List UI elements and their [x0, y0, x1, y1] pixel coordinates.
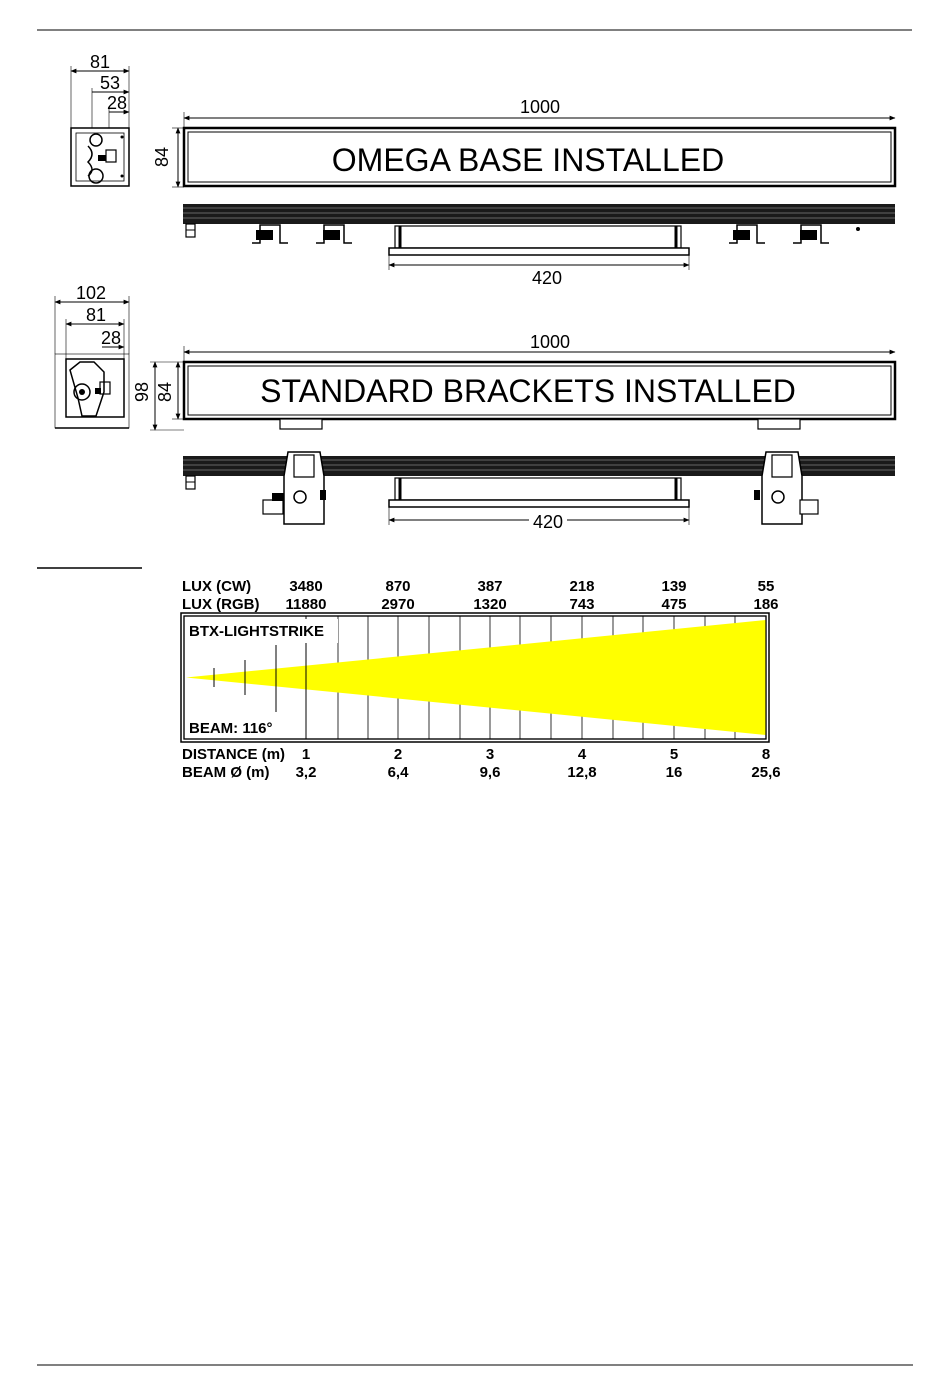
drawing-omega-base [71, 52, 895, 288]
beam-diameter-value: 3,2 [295, 764, 317, 781]
lux-rgb-value: 11880 [285, 596, 327, 613]
beam-diameter-value: 16 [665, 764, 683, 781]
lux-rgb-value: 1320 [473, 596, 507, 613]
beam-diameter-value: 9,6 [479, 764, 501, 781]
dim-offset: 28 [106, 93, 128, 113]
lux-cw-label: LUX (CW) [182, 578, 252, 595]
dim-height: 84 [155, 381, 175, 403]
beam-diameter-value: 25,6 [751, 764, 781, 781]
dim-total-height: 98 [132, 381, 152, 403]
drawing-standard-brackets [55, 283, 895, 532]
dim-mid: 53 [99, 73, 121, 93]
lux-rgb-value: 743 [569, 596, 595, 613]
lux-rgb-label: LUX (RGB) [182, 596, 260, 613]
drawing-title: OMEGA BASE INSTALLED [331, 142, 725, 178]
dim-offset: 28 [100, 328, 122, 348]
photometric-chart [181, 578, 781, 781]
beam-diameter-value: 6,4 [387, 764, 409, 781]
beam-diameter-label: BEAM Ø (m) [182, 764, 270, 781]
dim-base: 420 [532, 512, 564, 532]
lux-cw-value: 870 [385, 578, 411, 595]
side-view-brackets [55, 283, 129, 428]
top-view-omega [183, 204, 895, 288]
lux-cw-value: 139 [661, 578, 687, 595]
dim-height: 84 [152, 146, 172, 168]
top-view-brackets [183, 452, 895, 532]
beam-diameter-value: 12,8 [567, 764, 597, 781]
side-view-omega [71, 52, 129, 186]
lux-rgb-value: 475 [661, 596, 687, 613]
lux-cw-value: 3480 [289, 578, 323, 595]
lux-cw-value: 387 [477, 578, 503, 595]
lux-cw-value: 218 [569, 578, 595, 595]
distance-value: 4 [577, 746, 587, 763]
dim-width: 102 [75, 283, 107, 303]
lux-rgb-value: 186 [753, 596, 779, 613]
dim-length: 1000 [519, 97, 561, 117]
dim-base: 420 [531, 268, 563, 288]
dim-length: 1000 [529, 332, 571, 352]
distance-value: 3 [485, 746, 495, 763]
front-view-omega [152, 97, 895, 187]
distance-value: 8 [761, 746, 771, 763]
distance-value: 1 [301, 746, 311, 763]
front-view-brackets [132, 332, 895, 430]
lux-cw-value: 55 [757, 578, 775, 595]
beam-angle: BEAM: 116° [189, 720, 273, 737]
drawing-title: STANDARD BRACKETS INSTALLED [260, 373, 796, 409]
dim-width: 81 [89, 52, 111, 72]
distance-value: 2 [393, 746, 403, 763]
distance-label: DISTANCE (m) [182, 746, 286, 763]
lux-rgb-value: 2970 [381, 596, 415, 613]
model-name: BTX-LIGHTSTRIKE [189, 623, 324, 640]
dim-mid: 81 [85, 305, 107, 325]
distance-value: 5 [669, 746, 679, 763]
